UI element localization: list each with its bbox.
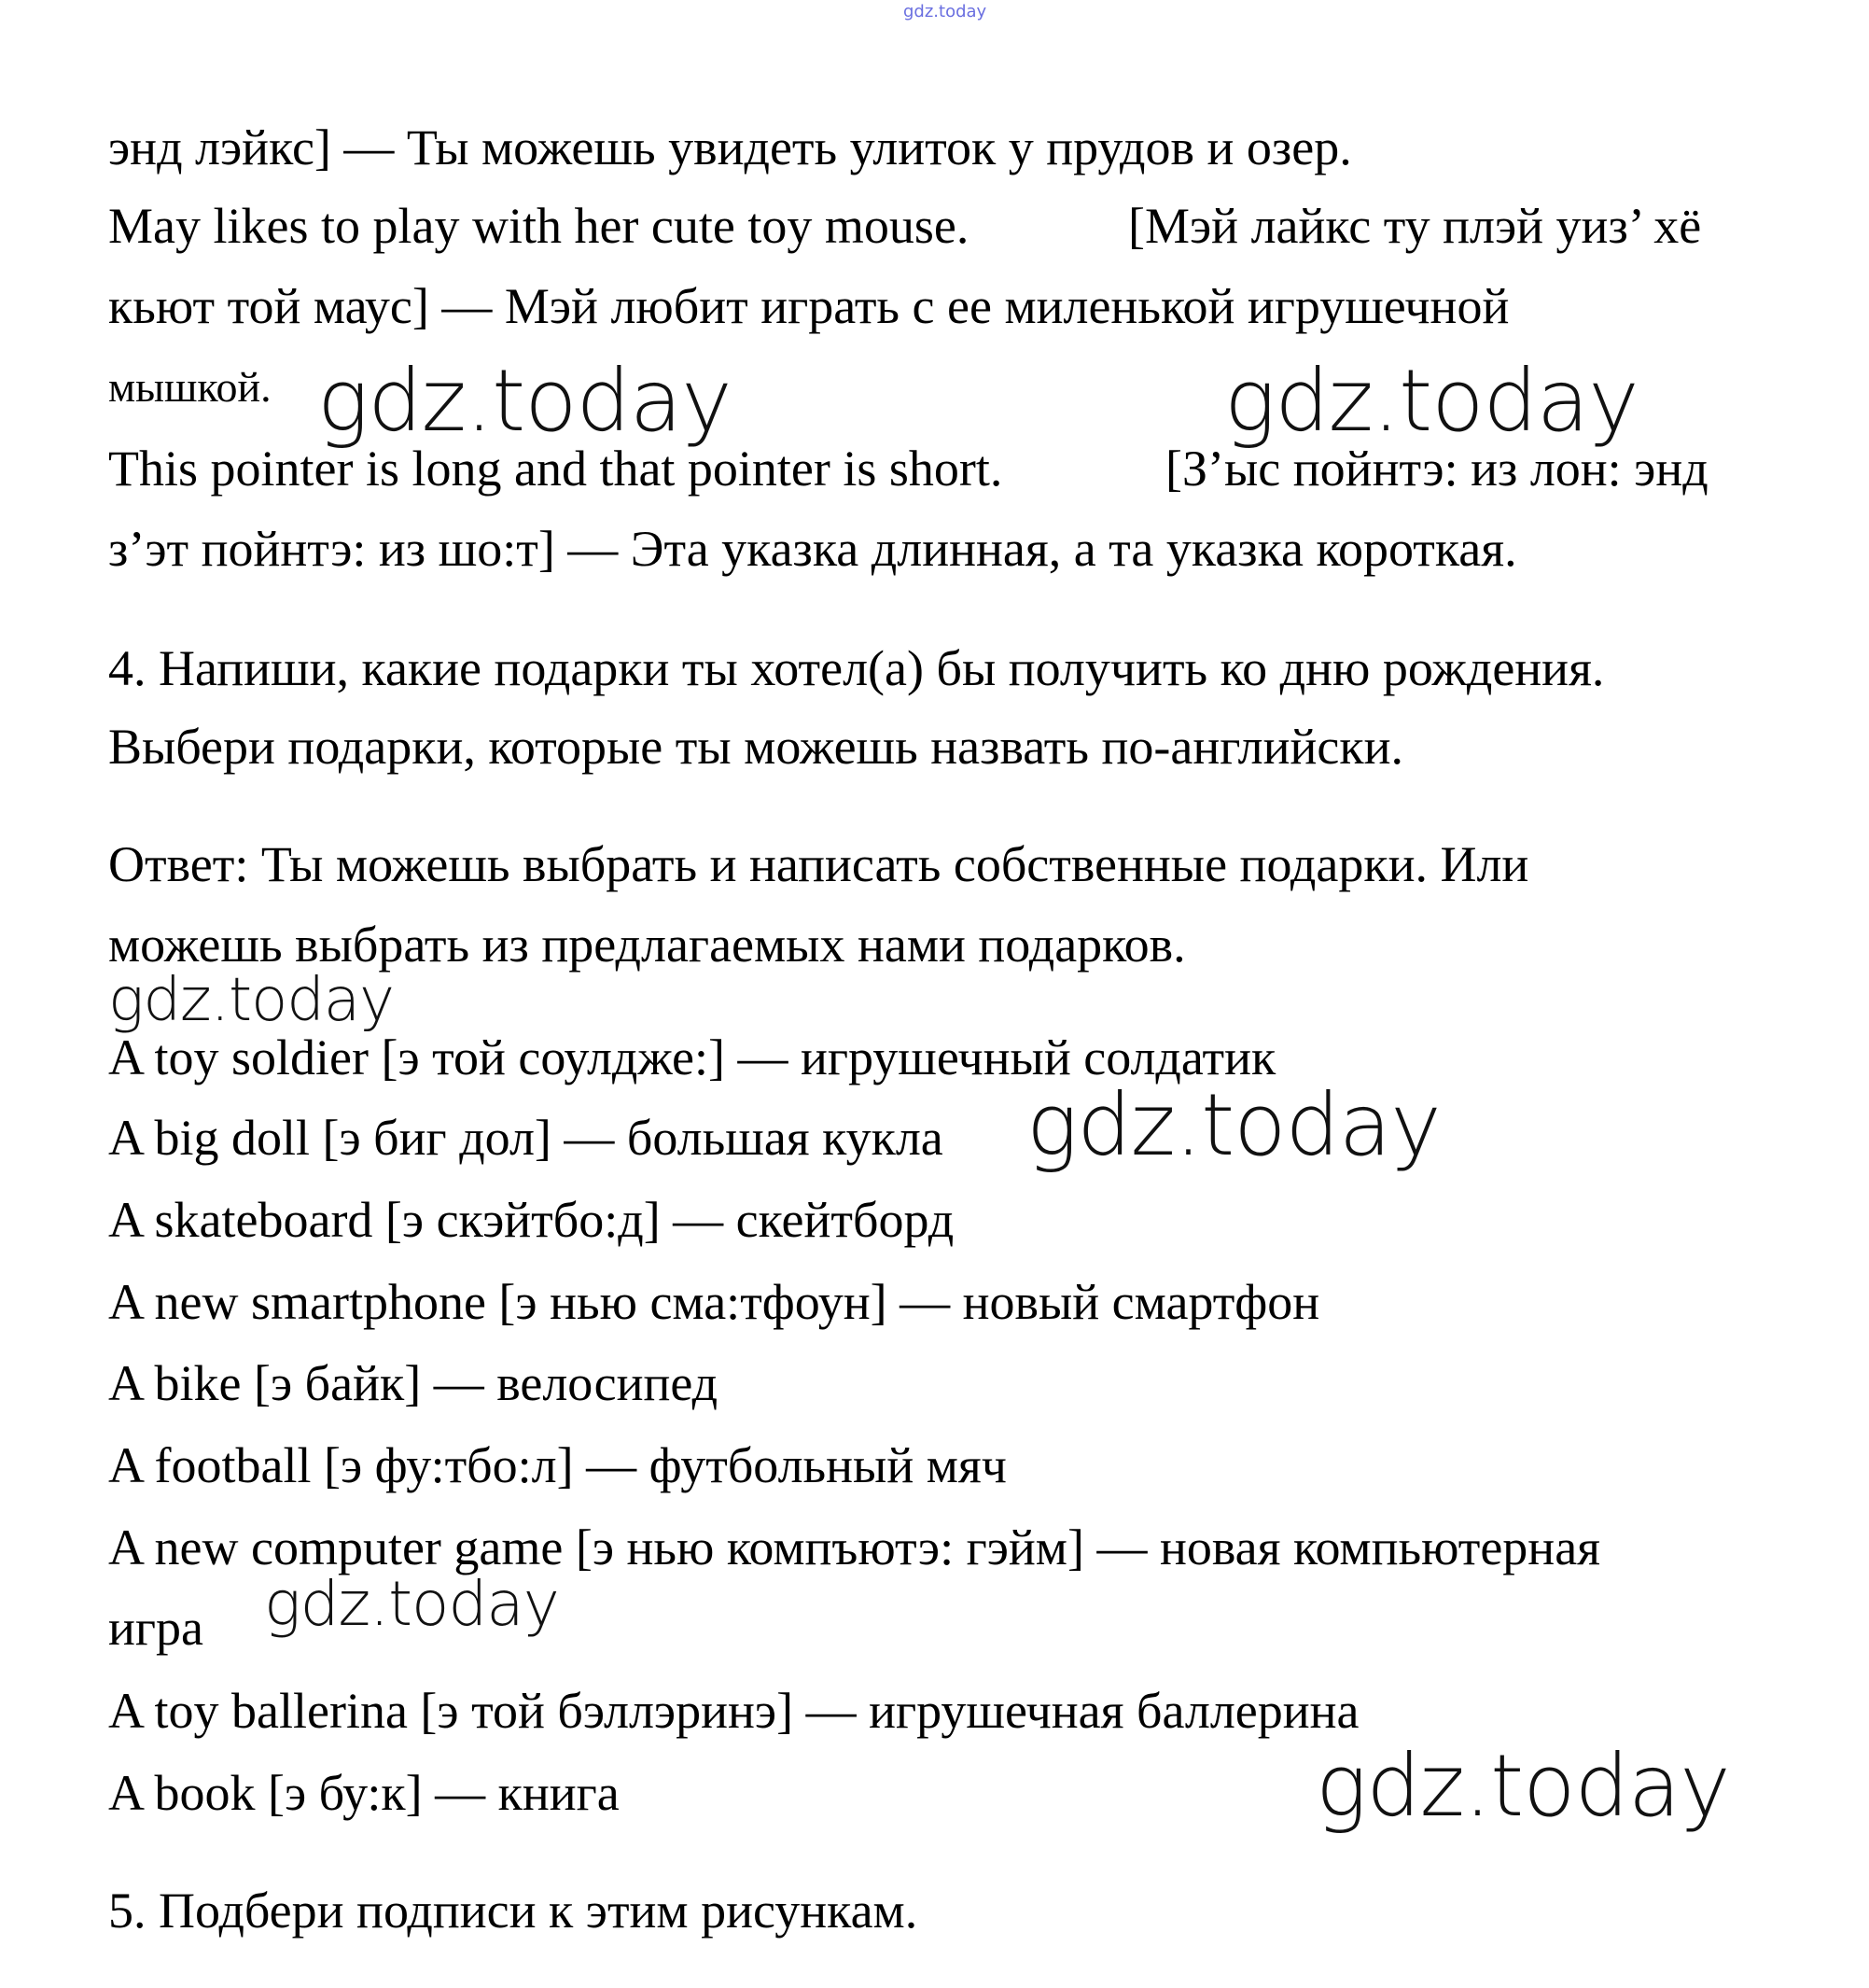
list-item: A toy soldier [э той соулдже:] — игрушечный солдатик (108, 1029, 1276, 1085)
transcription-may: [Мэй лайкс ту плэй уиз’ хё (1128, 198, 1702, 254)
watermark: gdz.today (317, 351, 732, 451)
list-item-continuation: игра (108, 1600, 204, 1656)
answer-line-2: можешь выбрать из предлагаемых нами подарков. (108, 917, 1186, 973)
english-sentence-may: May likes to play with her cute toy mouse. (108, 198, 969, 254)
task-4-heading: 4. Напиши, какие подарки ты хотел(а) бы получить ко дню рождения. (108, 640, 1605, 696)
watermark: gdz.today (1316, 1736, 1730, 1836)
list-item: A new smartphone [э нью сма:тфоун] — новый смартфон (108, 1274, 1320, 1330)
text-line-4: мышкой. (108, 363, 272, 411)
list-item: A football [э фу:тбо:л] — футбольный мяч (108, 1437, 1007, 1493)
text-line-2 (108, 198, 1702, 254)
task-4-instruction: Выбери подарки, которые ты можешь назвать по-английски. (108, 719, 1404, 775)
list-item: A bike [э байк] — велосипед (108, 1355, 718, 1411)
text-line-3: кьют той маус] — Мэй любит играть с ее миленькой игрушечной (108, 278, 1510, 334)
watermark: gdz.today (1224, 351, 1639, 451)
watermark: gdz.today (1026, 1075, 1441, 1175)
answer-line-1: Ответ: Ты можешь выбрать и написать собственные подарки. Или (108, 836, 1529, 892)
list-item: A big doll [э биг дол] — большая кукла (108, 1110, 943, 1166)
task-5-heading: 5. Подбери подписи к этим рисункам. (108, 1883, 918, 1939)
list-item: A book [э бу:к] — книга (108, 1765, 620, 1821)
header-watermark: gdz.today (903, 2, 987, 21)
watermark: gdz.today (108, 966, 394, 1035)
text-line-6: з’эт пойнтэ: из шо:т] — Эта указка длинная, а та указка короткая. (108, 521, 1517, 577)
list-item: A skateboard [э скэйтбо:д] — скейтборд (108, 1192, 955, 1248)
english-sentence-pointer: This pointer is long and that pointer is short. (108, 441, 1003, 497)
list-item: A toy ballerina [э той бэллэринэ] — игрушечная баллерина (108, 1683, 1360, 1739)
watermark: gdz.today (264, 1568, 559, 1640)
transcription-pointer: [З’ыс пойнтэ: из лон: энд (1165, 441, 1709, 497)
list-item: A new computer game [э нью компъютэ: гэйм] — новая компьютерная (108, 1519, 1601, 1575)
text-line-1: энд лэйкс] — Ты можешь увидеть улиток у прудов и озер. (108, 119, 1352, 175)
